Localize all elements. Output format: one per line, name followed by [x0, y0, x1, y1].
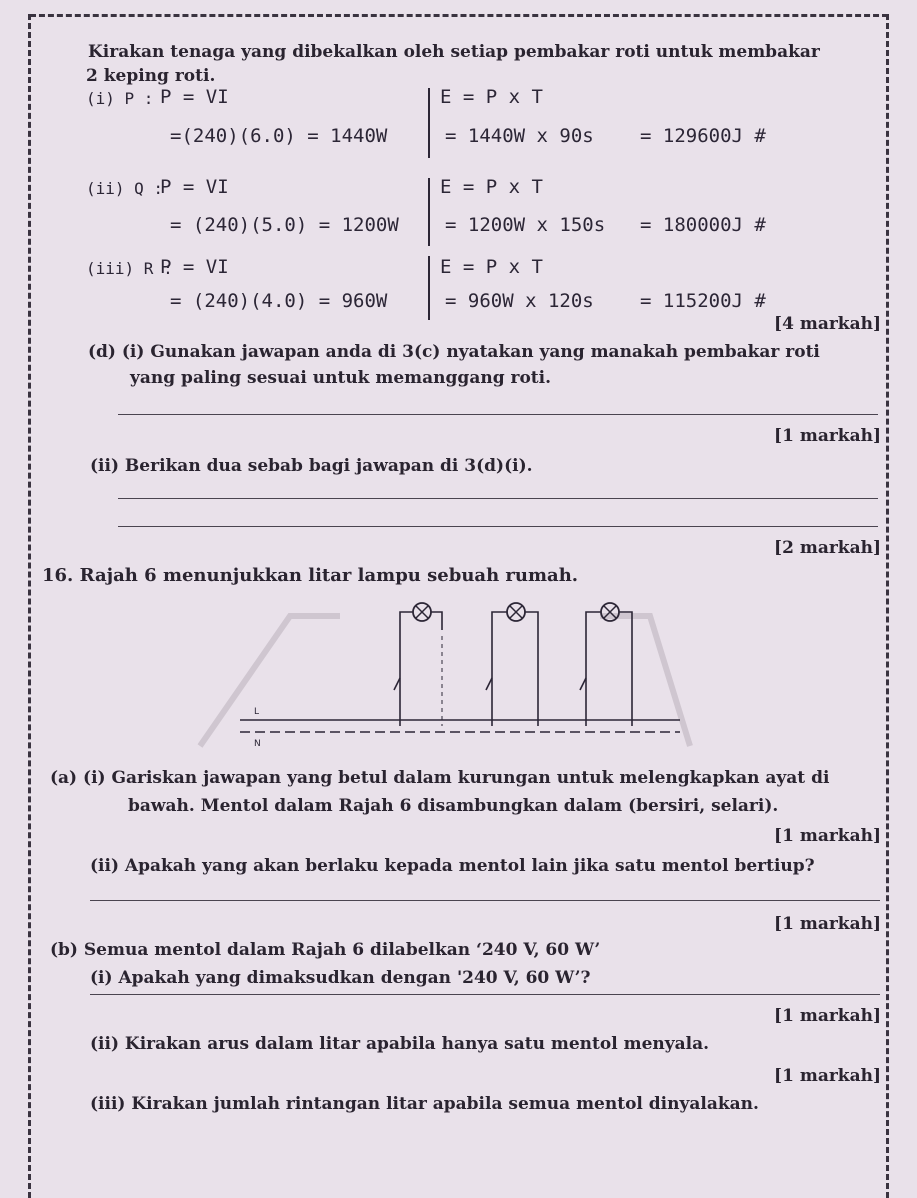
answer-line-a-ii[interactable] [90, 900, 880, 901]
q16-b-iii: (iii) Kirakan jumlah rintangan litar apabila semua mentol dinyalakan. [90, 1094, 759, 1114]
work-q-label: (ii) Q : [86, 179, 164, 198]
answer-line-d-i[interactable] [118, 414, 878, 415]
marks-2-d-ii: [2 markah] [774, 538, 881, 558]
q16-b-i: (i) Apakah yang dimaksudkan dengan '240 V, 60 W’? [90, 968, 591, 988]
live-label: L [254, 707, 260, 717]
q16-title: 16. Rajah 6 menunjukkan litar lampu sebuah rumah. [42, 565, 579, 586]
faint-backdrop-left [200, 616, 340, 746]
work-p-energy-formula: E = P x T [440, 86, 543, 108]
marks-1-a-ii: [1 markah] [774, 914, 881, 934]
switch-1-icon [394, 678, 400, 690]
work-q-result: = 180000J # [640, 214, 766, 236]
marks-1-b-i: [1 markah] [774, 1006, 881, 1026]
answer-line-d-ii-1[interactable] [118, 498, 878, 499]
work-r-formula: P = VI [160, 256, 229, 278]
bulb-1 [394, 603, 442, 726]
qd-i-line-2: yang paling sesuai untuk memanggang roti. [130, 368, 552, 388]
q16-a-i-line-1: (a) (i) Gariskan jawapan yang betul dalam kurungan untuk melengkapkan ayat di [50, 768, 830, 788]
work-r-energy-formula: E = P x T [440, 256, 543, 278]
bulb-2 [486, 603, 538, 726]
house-lighting-circuit-diagram [180, 596, 700, 756]
qd-ii: (ii) Berikan dua sebab bagi jawapan di 3(d)(i). [90, 456, 533, 476]
work-q-formula: P = VI [160, 176, 229, 198]
qd-i-line-1: (d) (i) Gunakan jawapan anda di 3(c) nyatakan yang manakah pembakar roti [88, 342, 820, 362]
work-p-substitution: =(240)(6.0) = 1440W [170, 125, 388, 147]
work-p-label: (i) P : [86, 89, 154, 108]
answer-line-b-i[interactable] [90, 994, 880, 995]
dashed-border-left [28, 14, 31, 1198]
intro-line-2: 2 keping roti. [86, 66, 216, 86]
work-q-energy-sub: = 1200W x 150s [445, 214, 606, 236]
marks-1-d-i: [1 markah] [774, 426, 881, 446]
q16-a-i-line-2: bawah. Mentol dalam Rajah 6 disambungkan dalam (bersiri, selari). [128, 796, 779, 816]
dashed-border-right [886, 14, 889, 1198]
q16-b-ii: (ii) Kirakan arus dalam litar apabila hanya satu mentol menyala. [90, 1034, 710, 1054]
work-p-formula: P = VI [160, 86, 229, 108]
dashed-border-top [30, 14, 888, 17]
work-p-energy-sub: = 1440W x 90s [445, 125, 594, 147]
marks-4: [4 markah] [774, 314, 881, 334]
work-r-energy-sub: = 960W x 120s [445, 290, 594, 312]
neutral-label: N [254, 739, 261, 749]
work-p-divider [428, 88, 430, 158]
switch-2-icon [486, 678, 492, 690]
q16-a-ii: (ii) Apakah yang akan berlaku kepada mentol lain jika satu mentol bertiup? [90, 856, 815, 876]
intro-line-1: Kirakan tenaga yang dibekalkan oleh setiap pembakar roti untuk membakar [88, 42, 820, 62]
work-r-result: = 115200J # [640, 290, 766, 312]
work-r-substitution: = (240)(4.0) = 960W [170, 290, 388, 312]
work-q-divider [428, 178, 430, 246]
switch-3-icon [580, 678, 586, 690]
work-p-result: = 129600J # [640, 125, 766, 147]
marks-1-b-ii: [1 markah] [774, 1066, 881, 1086]
marks-1-a-i: [1 markah] [774, 826, 881, 846]
answer-line-d-ii-2[interactable] [118, 526, 878, 527]
q16-b: (b) Semua mentol dalam Rajah 6 dilabelkan ‘240 V, 60 W’ [50, 940, 601, 960]
work-q-energy-formula: E = P x T [440, 176, 543, 198]
work-q-substitution: = (240)(5.0) = 1200W [170, 214, 399, 236]
work-r-divider [428, 256, 430, 320]
work-r-label: (iii) R : [86, 259, 173, 278]
bulb-3 [580, 603, 632, 726]
faint-backdrop-right [600, 616, 690, 746]
